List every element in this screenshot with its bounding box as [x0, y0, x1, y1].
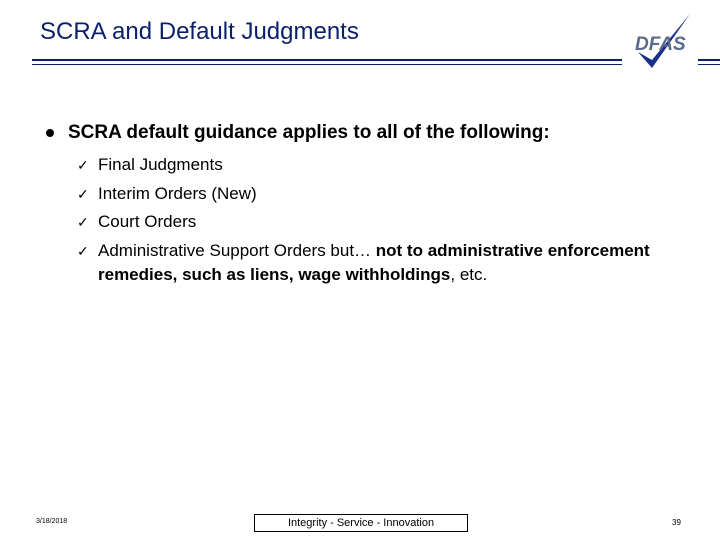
check-item	[77, 153, 707, 177]
main-bullet-text: SCRA default guidance applies to all of the following:	[68, 122, 550, 143]
check-item-text: Final Judgments	[98, 155, 223, 174]
check-icon: ✓	[77, 214, 89, 230]
logo-text: DFAS	[635, 34, 686, 55]
slide-title: SCRA and Default Judgments	[40, 18, 359, 45]
check-list	[77, 153, 707, 291]
footer-date: 3/18/2018	[36, 518, 68, 525]
check-item-text	[98, 239, 707, 287]
check-icon: ✓	[77, 185, 89, 202]
check-icon: ✓	[77, 242, 89, 259]
bullet-dot	[46, 129, 54, 137]
dfas-logo	[622, 8, 698, 74]
title-rule	[32, 59, 720, 61]
check-item	[77, 210, 707, 234]
footer-motto: Integrity - Service - Innovation	[254, 514, 468, 532]
check-item	[77, 182, 707, 206]
main-bullet	[46, 122, 706, 144]
check-item-text: Interim Orders (New)	[98, 183, 257, 203]
check-icon: ✓	[77, 157, 89, 173]
check-item-text: Court Orders	[98, 212, 197, 231]
title-rule-thin	[32, 64, 720, 65]
page-number: 39	[672, 518, 681, 527]
check-item-emphasis: not to administrative enforcement remedies, such as liens, wage withholdings	[98, 240, 650, 284]
check-item-prefix: Administrative Support Orders but…	[98, 240, 376, 260]
check-item-suffix: , etc.	[450, 264, 488, 284]
check-item	[77, 239, 707, 287]
